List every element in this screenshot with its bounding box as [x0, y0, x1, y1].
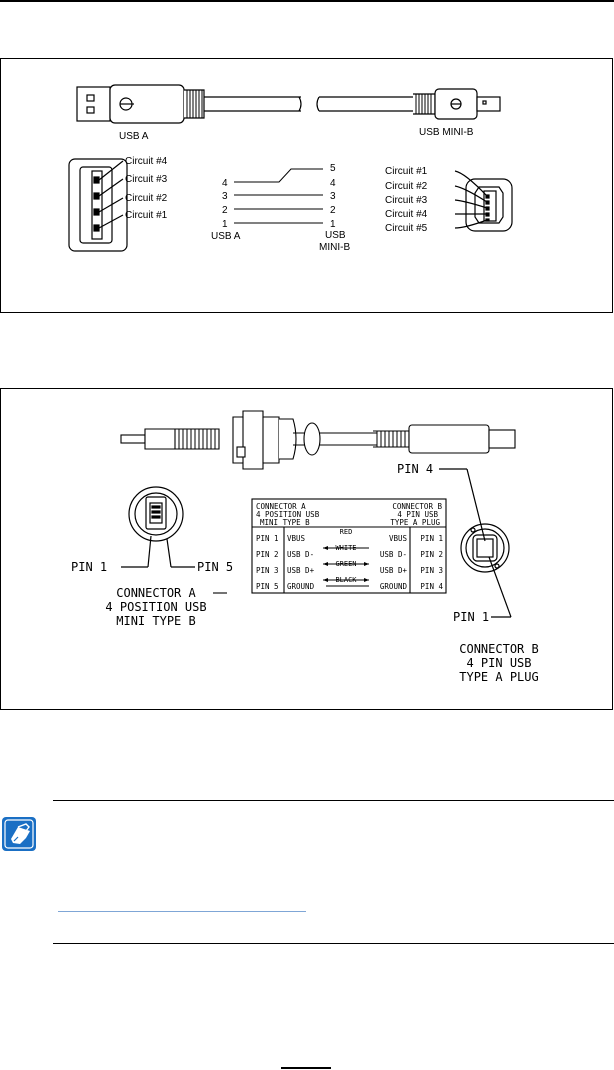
usb-a-face-view [69, 159, 127, 251]
wire-right-5: 5 [330, 163, 336, 174]
connector-a-pin5-label: PIN 5 [197, 560, 234, 574]
table-head-b-3: TYPE A PLUG [390, 518, 440, 527]
right-circuit-5: Circuit #5 [385, 223, 428, 234]
left-circuit-1: Circuit #1 [125, 210, 168, 221]
note-link-underline[interactable] [58, 911, 306, 912]
note-bottom-rule [53, 943, 614, 944]
mini-b-face-view [455, 171, 512, 231]
table-head-a-3: MINI TYPE B [260, 518, 310, 527]
connector-a-pin1-label: PIN 1 [71, 560, 108, 574]
table-row-pin-b: PIN 2 [420, 550, 443, 559]
usb-mini-b-label: USB MINI-B [419, 127, 474, 138]
wire-left-4: 4 [222, 178, 228, 189]
wire-right-2: 2 [330, 205, 336, 216]
right-circuit-3: Circuit #3 [385, 195, 428, 206]
wire-right-4: 4 [330, 178, 336, 189]
connector-b-desc-3: TYPE A PLUG [459, 670, 539, 684]
table-row-pin-a: PIN 3 [256, 566, 279, 575]
table-row-signal-a: USB D- [287, 550, 315, 559]
connector-b-desc-1: CONNECTOR B [459, 642, 539, 656]
table-row-signal-b: GROUND [379, 582, 407, 591]
table-row-wire-color: RED [339, 528, 353, 536]
page-footer-rule [281, 1067, 331, 1069]
note-hand-icon [2, 817, 36, 851]
table-row-wire-color: GREEN [335, 560, 357, 568]
note-top-rule [53, 800, 614, 801]
table-row-wire-color: BLACK [335, 576, 357, 584]
table-row-pin-a: PIN 5 [256, 582, 279, 591]
connector-b-face [439, 469, 511, 617]
usb-cable-pinout-figure [0, 58, 613, 313]
top-rule [0, 0, 614, 2]
table-row-signal-b: VBUS [388, 534, 407, 543]
connector-a-face [121, 487, 195, 567]
wire-right-1: 1 [330, 219, 336, 230]
table-row-pin-b: PIN 3 [420, 566, 443, 575]
connector-a-desc-2: 4 POSITION USB [105, 600, 207, 614]
table-row-pin-b: PIN 4 [420, 582, 443, 591]
table-row-signal-a: USB D+ [287, 566, 315, 575]
usb-a-label: USB A [119, 131, 149, 142]
left-circuit-4: Circuit #4 [125, 156, 168, 167]
wiring-mini-b-label: MINI-B [319, 242, 351, 253]
usb-cable-connector-drawing [1, 389, 612, 709]
table-row-pin-b: PIN 1 [420, 534, 443, 543]
wiring-usb-a-label: USB A [211, 231, 241, 242]
usb-a-metal-shell [77, 87, 110, 121]
table-row-signal-b: USB D+ [379, 566, 407, 575]
wire-right-3: 3 [330, 191, 336, 202]
usb-cable-connector-figure [0, 388, 613, 710]
table-head-a-1: CONNECTOR A [256, 502, 306, 511]
connector-a-desc-1: CONNECTOR A [116, 586, 196, 600]
wiring-usb-label: USB [325, 230, 346, 241]
connector-a-desc-3: MINI TYPE B [116, 614, 196, 628]
table-row-signal-a: VBUS [287, 534, 306, 543]
table-row-signal-b: USB D- [379, 550, 407, 559]
right-circuit-1: Circuit #1 [385, 166, 428, 177]
right-circuit-4: Circuit #4 [385, 209, 428, 220]
connector-b-pin1-label: PIN 1 [453, 610, 490, 624]
table-row-pin-a: PIN 2 [256, 550, 279, 559]
table-head-b-2: 4 PIN USB [397, 510, 438, 519]
wire-left-3: 3 [222, 191, 228, 202]
wire-left-2: 2 [222, 205, 228, 216]
connector-b-pin4-label: PIN 4 [397, 462, 434, 476]
wiring-lines [234, 169, 323, 223]
table-head-a-2: 4 POSITION USB [256, 510, 320, 519]
right-circuit-2: Circuit #2 [385, 181, 428, 192]
table-row-wire-color: WHITE [335, 544, 357, 552]
table-head-b-1: CONNECTOR B [392, 502, 442, 511]
usb-cable-drawing [1, 59, 612, 312]
left-circuit-3: Circuit #3 [125, 174, 168, 185]
table-row-pin-a: PIN 1 [256, 534, 279, 543]
left-circuit-2: Circuit #2 [125, 193, 168, 204]
connector-b-desc-2: 4 PIN USB [466, 656, 532, 670]
wire-left-1: 1 [222, 219, 228, 230]
table-row-signal-a: GROUND [287, 582, 315, 591]
